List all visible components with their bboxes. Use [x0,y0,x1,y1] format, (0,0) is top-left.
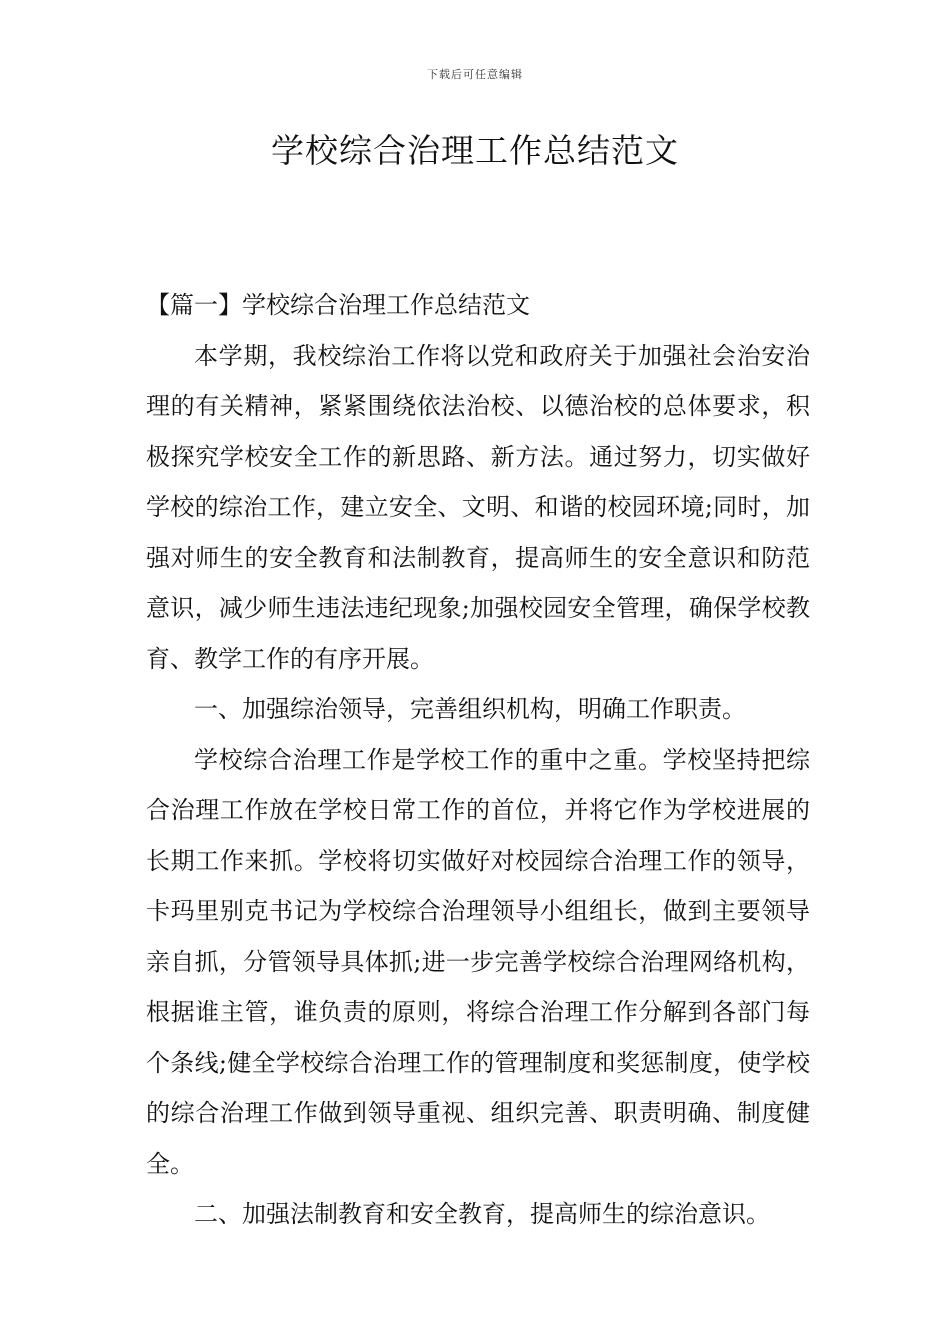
paragraph-heading-1: 一、加强综治领导，完善组织机构，明确工作职责。 [194,695,746,723]
section-heading: 【篇一】学校综合治理工作总结范文 [146,291,530,319]
paragraph-body-1: 学校综合治理工作是学校工作的重中之重。学校坚持把综合治理工作放在学校日常工作的首位，并将它作为学校进展的长期工作来抓。学校将切实做好对校园综合治理工作的领导，卡玛里别克书记为学校综合治理领导小组组长，做到主要领导亲自抓，分管领导具体抓;进一步完善学校综合治理网络机构，根据谁主管，谁负责的原则，将综合治理工作分解到各部门每个条线;健全学校综合治理工作的管理制度和奖惩制度，使学校的综合治理工作做到领导重视、组织完善、职责明确、制度健全。 [146,745,810,1178]
header-note: 下载后可任意编辑 [427,68,523,81]
paragraph-heading-2: 二、加强法制教育和安全教育，提高师生的综治意识。 [194,1200,770,1228]
document-title: 学校综合治理工作总结范文 [271,131,679,170]
document-body [146,280,810,1240]
paragraph-intro: 本学期，我校综治工作将以党和政府关于加强社会治安治理的有关精神，紧紧围绕依法治校、以德治校的总体要求，积极探究学校安全工作的新思路、新方法。通过努力，切实做好学校的综治工作，建立安全、文明、和谐的校园环境;同时，加强对师生的安全教育和法制教育，提高师生的安全意识和防范意识，减少师生违法违纪现象;加强校园安全管理，确保学校教育、教学工作的有序开展。 [146,341,810,673]
